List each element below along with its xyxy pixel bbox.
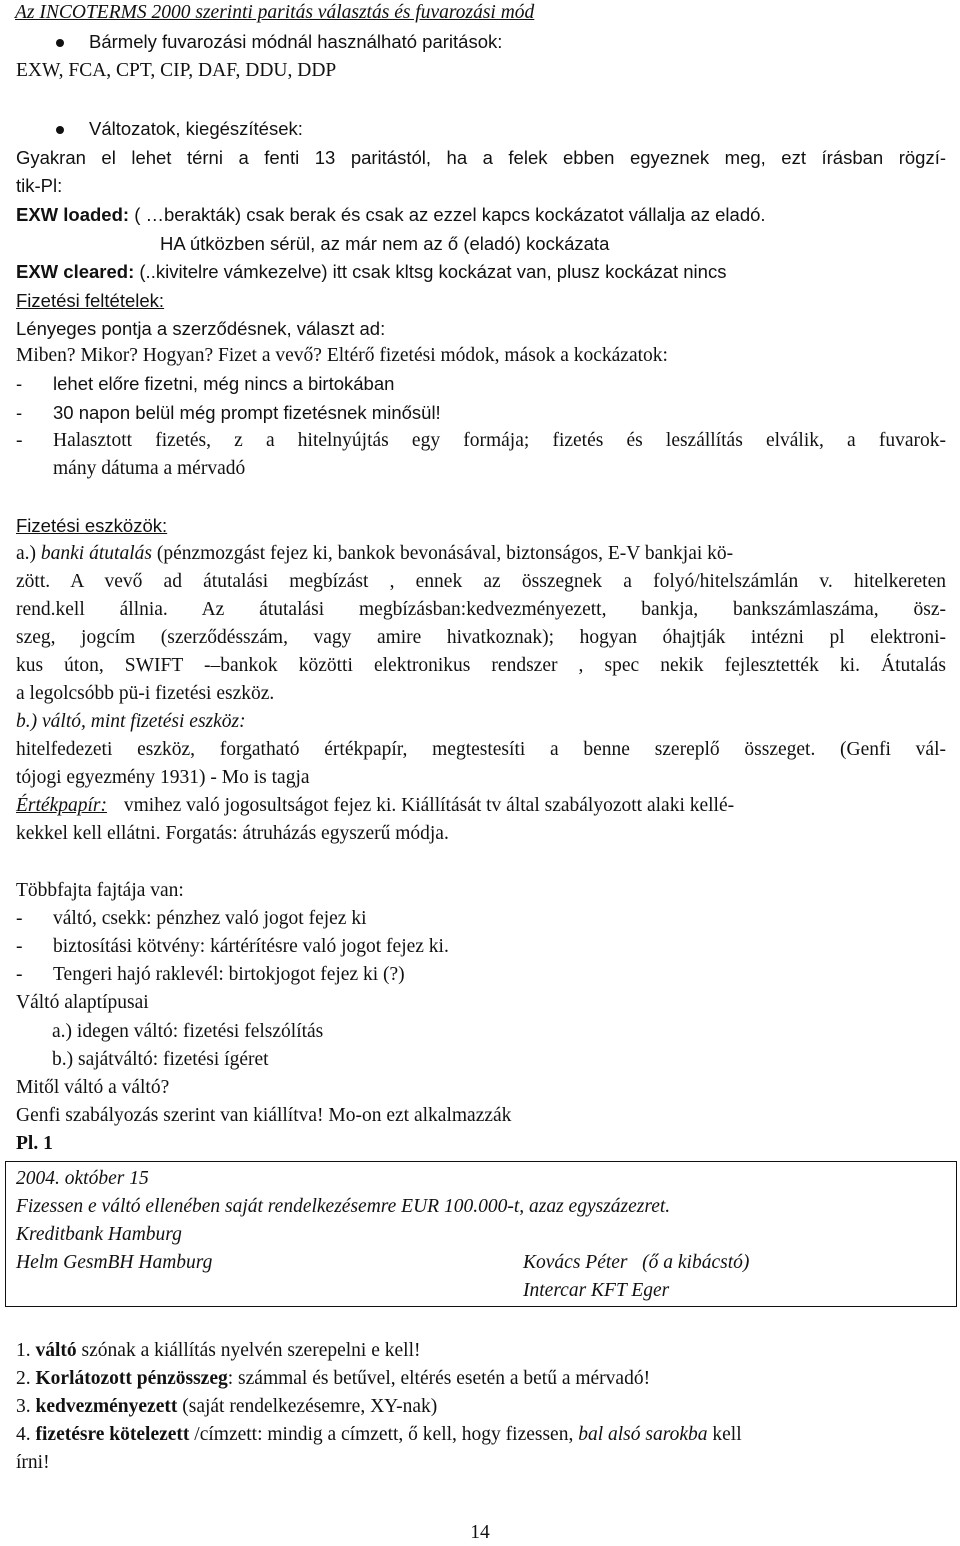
item-bold: Korlátozott pénzösszeg [35,1368,228,1389]
paragraph-line: Miben? Mikor? Hogyan? Fizet a vevő? Eltérő fizetési módok, mások a kockázatok: [16,345,668,366]
item-text: : számmal és betűvel, eltérés esetén a betű a mérvadó! [227,1368,651,1389]
item-number: 4. [16,1424,31,1445]
bullet-item [16,29,946,55]
numbered-item [16,1338,946,1364]
item-text: kell [712,1424,742,1445]
bill-drawer: Kovács Péter (ő a kibácstó) [523,1252,750,1273]
item-number: 2. [16,1368,31,1389]
paragraph-line [16,793,946,819]
paragraph-line: szeg, jogcím (szerződésszám, vagy amire hivatkoznak); hogyan óhajtják intézni pl elektroni- [16,627,946,648]
bill-bank: Kreditbank Hamburg [16,1224,182,1245]
section-heading: Fizetési feltételek: [16,290,165,311]
item-text: /címzett: mindig a címzett, ő kell, hogy fizessen, [194,1424,574,1445]
exw-cleared-text: (..kivitelre vámkezelve) itt csak kltsg kockázat van, plusz kockázat nincs [139,261,727,282]
page-number: 14 [470,1522,490,1543]
paritas-list: EXW, FCA, CPT, CIP, DAF, DDU, DDP [16,60,337,81]
numbered-item [16,1422,946,1448]
exw-cleared-label: EXW cleared: [16,261,135,282]
bill-of-exchange-box [5,1161,957,1307]
section-heading: b.) váltó, mint fizetési eszköz: [16,711,246,732]
paragraph-line: tójogi egyezmény 1931) - Mo is tagja [16,767,310,788]
bullet-text: Változatok, kiegészítések: [89,118,303,139]
paragraph-text: vmihez való jogosultságot fejez ki. Kiállítását tv által szabályozott alaki kellé- [123,795,735,816]
item-italic: bal alsó sarokba [578,1424,708,1445]
paragraph-line: Lényeges pontja a szerződésnek, választ ad: [16,318,386,339]
paragraph-line: tik-Pl: [16,175,63,196]
paragraph-line: kus úton, SWIFT -–bankok közötti elektronikus rendszer , spec nekik fejlesztették ki. Átutalás [16,655,946,676]
item-number: 3. [16,1396,31,1417]
italic-term: banki átutalás [40,543,152,564]
item-text: szónak a kiállítás nyelvén szerepelni e kell! [81,1340,421,1361]
section-heading: Fizetési eszközök: [16,515,168,536]
item-prefix: a.) [16,543,37,564]
paragraph-line: Többfajta fajtája van: [16,880,184,901]
bullet-text: Bármely fuvarozási módnál használható paritások: [89,31,503,52]
bill-order: Fizessen e váltó ellenében saját rendelkezésemre EUR 100.000-t, azaz egyszázezret. [16,1196,671,1217]
item-bold: váltó [35,1340,77,1361]
item-bold: kedvezményezett [35,1396,178,1417]
bill-company: Intercar KFT Eger [523,1280,670,1301]
exw-loaded-line [16,202,946,228]
exw-loaded-label: EXW loaded: [16,204,130,225]
bullet-item [16,116,946,142]
bill-drawee: Helm GesmBH Hamburg [16,1252,213,1273]
paragraph-line: hitelfedezeti eszköz, forgatható értékpapír, megtestesíti a benne szereplő összeget. (Genfi vál- [16,739,946,760]
paragraph-text: (pénzmozgást fejez ki, bankok bevonásával, biztonságos, E-V bankjai kö- [156,543,734,564]
term-label: Értékpapír: [16,795,107,816]
paragraph-line: rend.kell állnia. Az átutalási megbízásban:kedvezményezett, bankja, bankszámlaszáma, ösz- [16,599,946,620]
numbered-item-cont: írni! [16,1452,50,1473]
paragraph-line: Mitől váltó a váltó? [16,1077,170,1098]
exw-cleared-line [16,259,946,285]
numbered-item [16,1366,946,1392]
bill-date: 2004. október 15 [16,1168,149,1189]
numbered-item [16,1394,946,1420]
item-number: 1. [16,1340,31,1361]
item-text: (saját rendelkezésemre, XY-nak) [182,1396,438,1417]
exw-loaded-line2: HA útközben sérül, az már nem az ő (eladó) kockázata [160,233,610,254]
paragraph-line: kekkel kell ellátni. Forgatás: átruházás egyszerű módja. [16,823,449,844]
paragraph-line [16,541,946,567]
list-item: b.) sajátváltó: fizetési ígéret [52,1049,269,1070]
paragraph-line: Váltó alaptípusai [16,992,149,1013]
list-item: a.) idegen váltó: fizetési felszólítás [52,1021,324,1042]
item-bold: fizetésre kötelezett [35,1424,190,1445]
paragraph-line: zött. A vevő ad átutalási megbízást , ennek az összegnek a folyó/hitelszámlán v. hitelkereten [16,571,946,592]
paragraph-line: Gyakran el lehet térni a fenti 13 paritástól, ha a felek ebben egyeznek meg, ezt írásban rögzí- [16,147,946,168]
paragraph-line: Genfi szabályozás szerint van kiállítva! Mo-on ezt alkalmazzák [16,1105,512,1126]
page-title: Az INCOTERMS 2000 szerinti paritás választás és fuvarozási mód [15,2,535,23]
paragraph-line: a legolcsóbb pü-i fizetési eszköz. [16,683,275,704]
example-label: Pl. 1 [16,1133,53,1154]
dash-item-cont: mány dátuma a mérvadó [53,458,246,479]
exw-loaded-text: ( …berakták) csak berak és csak az ezzel kapcs kockázatot vállalja az eladó. [134,204,766,225]
